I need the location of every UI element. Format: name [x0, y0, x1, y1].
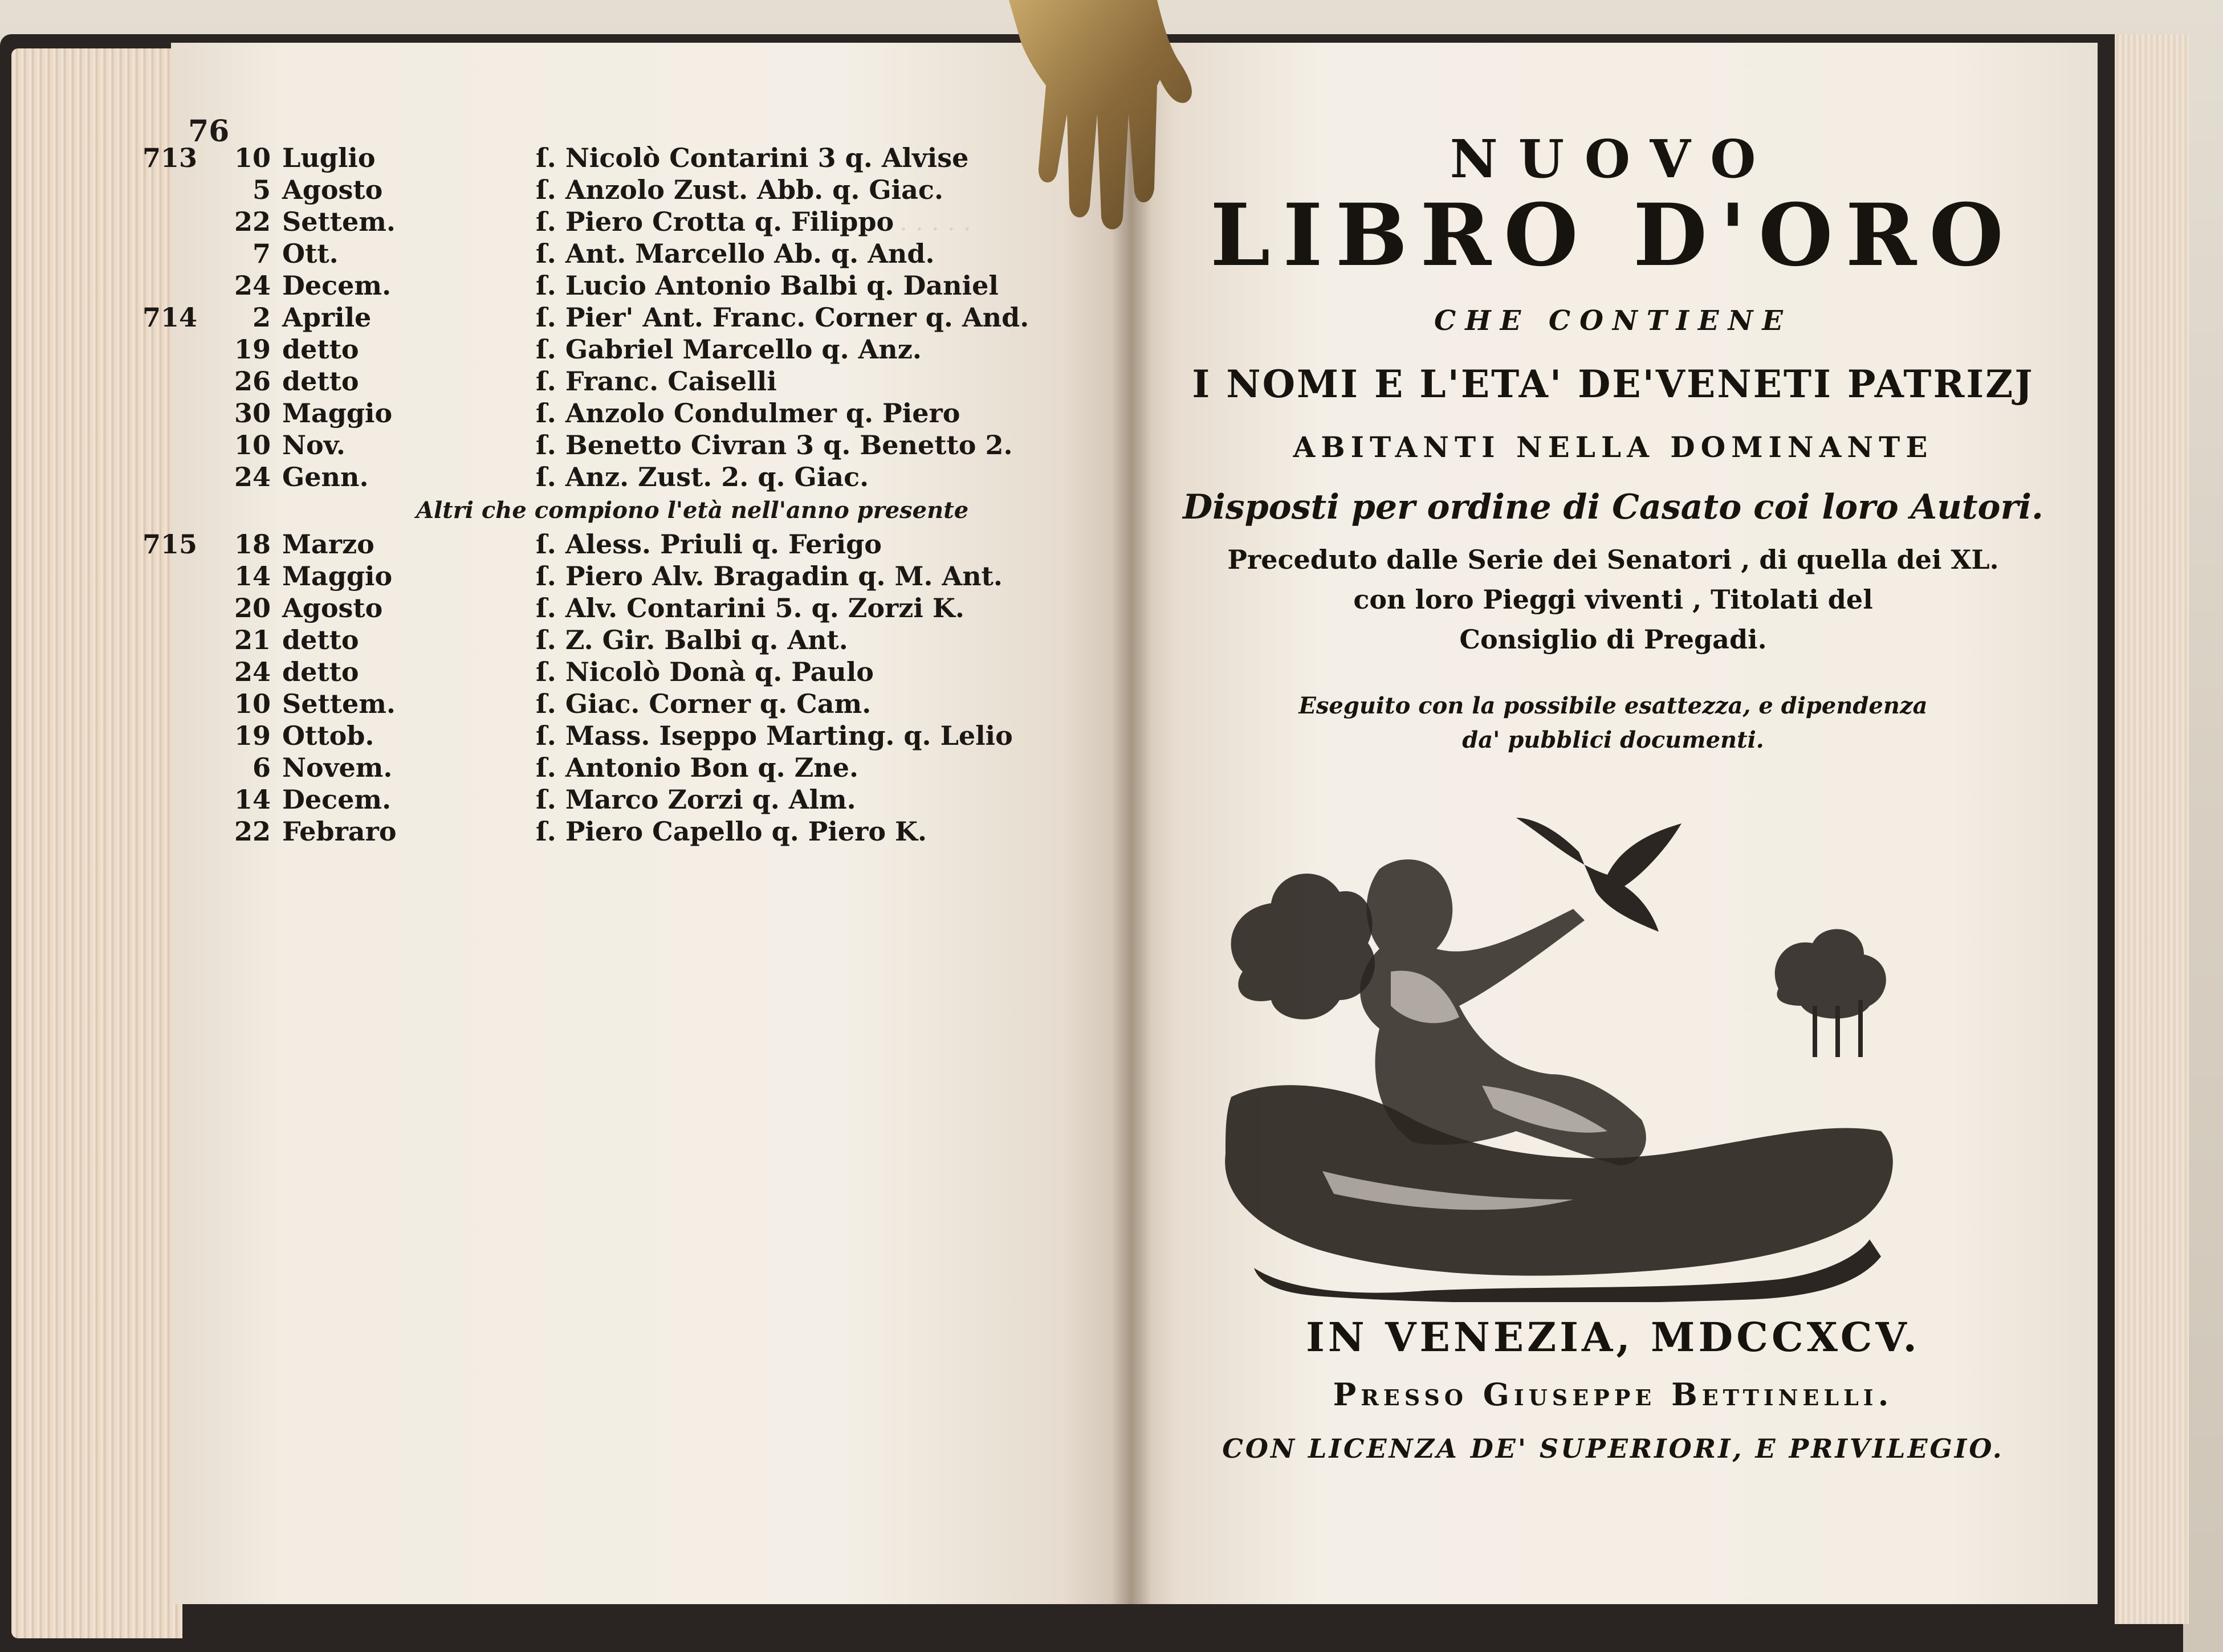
title-abitanti: ABITANTI NELLA DOMINANTE	[1293, 430, 1933, 464]
entry-month: Aprile	[282, 302, 372, 333]
entry-name: ſ. Franc. Caiselli	[536, 366, 777, 397]
entry-row	[142, 334, 1054, 366]
entry-name: ſ. Gabriel Marcello q. Anz.	[536, 334, 922, 365]
entry-row	[142, 174, 1054, 206]
entry-month: detto	[282, 334, 359, 365]
entry-row	[142, 398, 1054, 430]
entry-day: 21	[234, 625, 271, 655]
entry-day: 10	[234, 142, 271, 173]
entry-row	[142, 816, 1054, 848]
entry-day: 24	[234, 656, 271, 687]
title-che-contiene: CHE CONTIENE	[1434, 305, 1792, 337]
entry-row	[142, 142, 1054, 174]
title-page	[1129, 43, 2098, 1604]
entry-month: Genn.	[282, 462, 369, 492]
entry-name: ſ. Piero Alv. Bragadin q. M. Ant.	[536, 561, 1003, 592]
entry-row	[142, 206, 1054, 238]
entry-day: 30	[234, 398, 271, 429]
entry-name: ſ. Lucio Antonio Balbi q. Daniel	[536, 270, 999, 301]
title-nuovo: NUOVO	[1450, 128, 1777, 190]
entry-row	[142, 688, 1054, 720]
entry-row	[142, 270, 1054, 302]
entry-month: Decem.	[282, 270, 392, 301]
entry-row	[142, 720, 1054, 752]
entry-day: 26	[234, 366, 271, 397]
entry-day: 14	[234, 561, 271, 592]
entry-day: 2	[252, 302, 271, 333]
entry-month: Luglio	[282, 142, 376, 173]
entry-name: ſ. Pier' Ant. Franc. Corner q. And.	[536, 302, 1029, 333]
entry-day: 22	[234, 816, 271, 847]
entry-row	[142, 784, 1054, 816]
entry-name: ſ. Nicolò Contarini 3 q. Alvise	[536, 142, 969, 173]
entry-day: 10	[234, 688, 271, 719]
entry-row	[142, 302, 1054, 334]
entry-name: ſ. Piero Capello q. Piero K.	[536, 816, 927, 847]
entry-month: Novem.	[282, 752, 393, 783]
entry-name: ſ. Mass. Iseppo Marting. q. Lelio	[536, 720, 1013, 751]
entry-day: 19	[234, 334, 271, 365]
entry-name: ſ. Z. Gir. Balbi q. Ant.	[536, 625, 848, 655]
entry-name: ſ. Anzolo Zust. Abb. q. Giac.	[536, 174, 943, 205]
imprint-printer: Presso Giuseppe Bettinelli.	[1333, 1376, 1894, 1413]
entry-row	[142, 430, 1054, 462]
entry-day: 18	[234, 529, 271, 560]
right-page-edges	[2115, 34, 2189, 1624]
title-eseguito: Eseguito con la possibile esattezza, e dipendenza	[1298, 692, 1928, 719]
entry-name: ſ. Ant. Marcello Ab. q. And.	[536, 238, 935, 269]
right-page	[1129, 43, 2098, 1604]
imprint-place-date: IN VENEZIA, MDCCXCV.	[1306, 1314, 1920, 1361]
title-documenti: da' pubblici documenti.	[1462, 727, 1764, 753]
entry-row	[142, 366, 1054, 398]
title-nomi: I NOMI E L'ETA' DE'VENETI PATRIZJ	[1192, 362, 2034, 406]
entry-row	[142, 752, 1054, 784]
entry-month: Agosto	[282, 174, 383, 205]
entry-name: ſ. Aless. Priuli q. Ferigo	[536, 529, 882, 560]
entry-day: 24	[234, 462, 271, 492]
entry-row	[142, 238, 1054, 270]
entry-day: 19	[234, 720, 271, 751]
entry-day: 5	[252, 174, 271, 205]
entry-month: Maggio	[282, 561, 393, 592]
entry-month: Agosto	[282, 593, 383, 623]
title-disposti: Disposti per ordine di Casato coi loro Autori.	[1183, 487, 2043, 527]
entry-month: Nov.	[282, 430, 345, 460]
entry-day: 6	[252, 752, 271, 783]
entry-name: ſ. Alv. Contarini 5. q. Zorzi K.	[536, 593, 964, 623]
entry-day: 14	[234, 784, 271, 815]
title-consiglio: Consiglio di Pregadi.	[1459, 624, 1767, 655]
woodcut-illustration	[1208, 801, 1909, 1302]
entry-name: ſ. Anzolo Condulmer q. Piero	[536, 398, 960, 429]
entry-row	[142, 462, 1054, 493]
entry-year: 713	[142, 142, 198, 173]
entry-row	[142, 656, 1054, 688]
entry-row	[142, 625, 1054, 656]
entry-month: detto	[282, 366, 359, 397]
title-preceduto: Preceduto dalle Serie dei Senatori , di quella dei XL.	[1227, 544, 1999, 575]
entry-name: ſ. Nicolò Donà q. Paulo	[536, 656, 874, 687]
title-con-loro: con loro Pieggi viventi , Titolati del	[1353, 584, 1873, 615]
entry-name: ſ. Giac. Corner q. Cam.	[536, 688, 872, 719]
entry-name: ſ. Marco Zorzi q. Alm.	[536, 784, 856, 815]
entry-month: Maggio	[282, 398, 393, 429]
book-gutter	[1112, 43, 1151, 1604]
entry-month: detto	[282, 656, 359, 687]
entry-day: 24	[234, 270, 271, 301]
entry-day: 20	[234, 593, 271, 623]
entry-month: detto	[282, 625, 359, 655]
entry-name: ſ. Antonio Bon q. Zne.	[536, 752, 859, 783]
bleed-through-text: · · · · · ·	[883, 215, 971, 244]
entry-day: 7	[252, 238, 271, 269]
entry-name: ſ. Benetto Civran 3 q. Benetto 2.	[536, 430, 1013, 460]
entry-month: Ott.	[282, 238, 339, 269]
entry-year: 714	[142, 302, 198, 333]
entry-month: Settem.	[282, 688, 396, 719]
brass-hand-bookmark	[940, 0, 1226, 239]
section-title: Altri che compiono l'età nell'anno presente	[416, 497, 969, 524]
entry-month: Settem.	[282, 206, 396, 237]
entry-name: ſ. Anz. Zust. 2. q. Giac.	[536, 462, 869, 492]
imprint-license: CON LICENZA DE' SUPERIORI, E PRIVILEGIO.	[1222, 1433, 2004, 1464]
entry-name: ſ. Piero Crotta q. Filippo	[536, 206, 894, 237]
page-number: 76	[188, 114, 230, 149]
entry-day: 10	[234, 430, 271, 460]
entry-row	[142, 529, 1054, 561]
entry-year: 715	[142, 529, 198, 560]
entry-month: Febraro	[282, 816, 397, 847]
entry-month: Ottob.	[282, 720, 374, 751]
title-libro-doro: LIBRO D'ORO	[1210, 185, 2016, 285]
entry-month: Marzo	[282, 529, 374, 560]
entry-month: Decem.	[282, 784, 392, 815]
entry-day: 22	[234, 206, 271, 237]
entry-row	[142, 593, 1054, 625]
left-page-entries	[142, 142, 1054, 848]
entry-row	[142, 561, 1054, 593]
